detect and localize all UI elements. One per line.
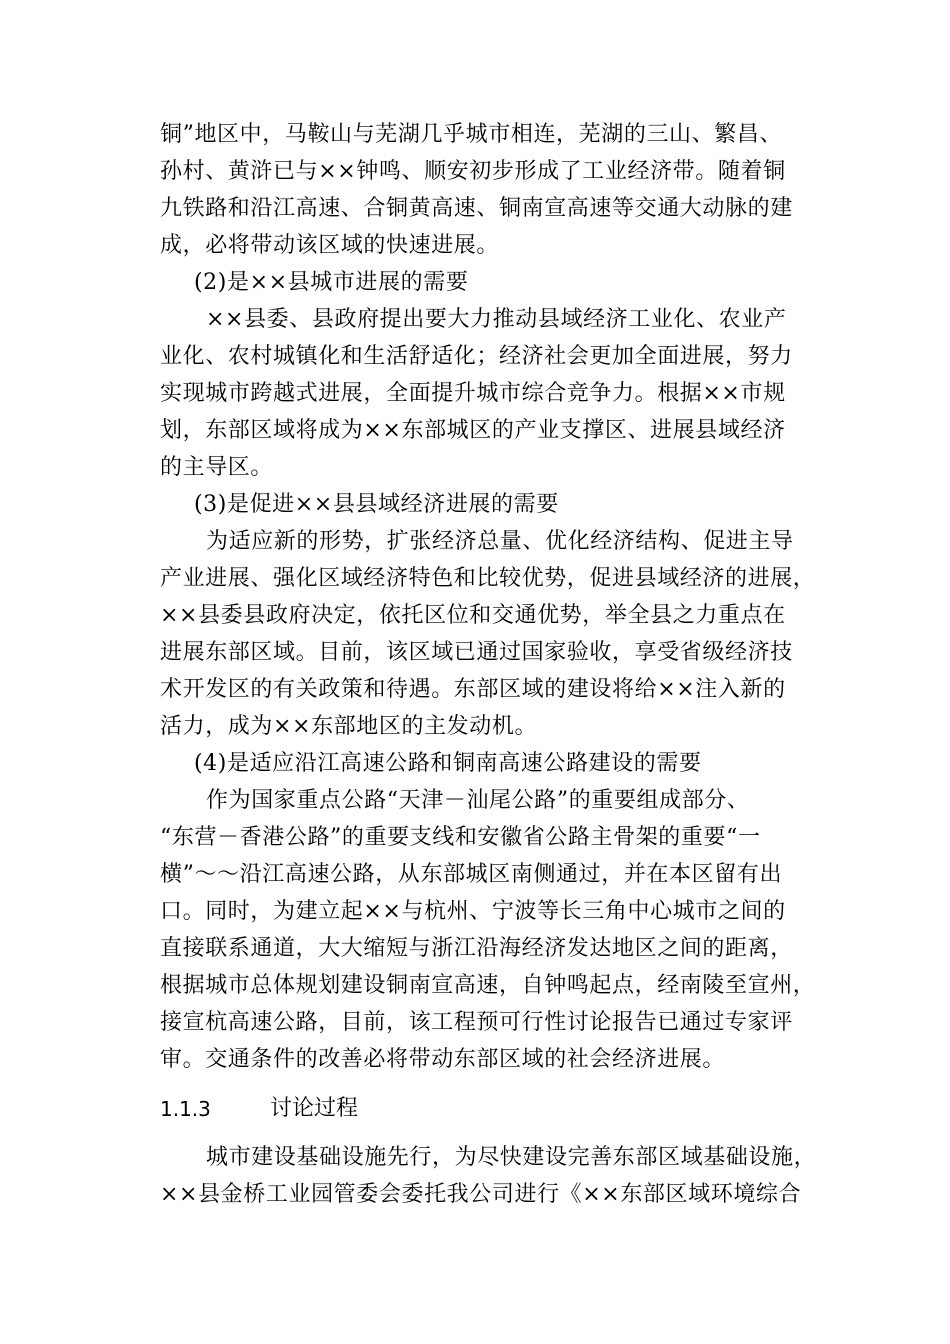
paragraph-line: 口。同时，为建立起××与杭州、宁波等长三角中心城市之间的 [160,899,786,924]
paragraph-line: 成，必将带动该区域的快速进展。 [160,233,500,258]
subheading-line: (4)是适应沿江高速公路和铜南高速公路建设的需要 [194,751,702,776]
paragraph-line: 进展东部区域。目前，该区域已通过国家验收，享受省级经济技 [160,640,793,665]
paragraph-line: 根据城市总体规划建设铜南宣高速，自钟鸣起点，经南陵至宣州， [160,973,816,998]
paragraph-line: ××县委县政府决定，依托区位和交通优势，举全县之力重点在 [160,603,786,628]
paragraph-line: 接宣杭高速公路，目前，该工程预可行性讨论报告已通过专家评 [160,1010,793,1035]
paragraph-line: 的主导区。 [160,455,274,480]
section-number: 1.1.3 [160,1097,211,1121]
paragraph-line: 产业进展、强化区域经济特色和比较优势，促进县域经济的进展， [160,566,816,591]
paragraph-line: ××县委、县政府提出要大力推动县域经济工业化、农业产 [206,307,787,332]
paragraph-line: 审。交通条件的改善必将带动东部区域的社会经济进展。 [160,1047,726,1072]
subheading-line: (2)是××县城市进展的需要 [194,270,469,295]
paragraph-line: “东营－香港公路”的重要支线和安徽省公路主骨架的重要“一 [160,825,761,850]
subheading-line: (3)是促进××县县域经济进展的需要 [194,492,559,517]
paragraph-line: 为适应新的形势，扩张经济总量、优化经济结构、促进主导 [206,529,794,554]
paragraph-line: 铜”地区中，马鞍山与芜湖几乎城市相连，芜湖的三山、繁昌、 [160,122,783,147]
paragraph-line: 孙村、黄浒已与××钟鸣、顺安初步形成了工业经济带。随着铜 [160,159,786,184]
paragraph-line: 直接联系通道，大大缩短与浙江沿海经济发达地区之间的距离， [160,936,793,961]
paragraph-line: 九铁路和沿江高速、合铜黄高速、铜南宣高速等交通大动脉的建 [160,196,793,221]
paragraph-line: 划，东部区域将成为××东部城区的产业支撑区、进展县域经济 [160,418,786,443]
paragraph-line: 作为国家重点公路“天津－汕尾公路”的重要组成部分、 [206,788,750,813]
paragraph-line: 实现城市跨越式进展，全面提升城市综合竞争力。根据××市规 [160,381,786,406]
paragraph-line: 城市建设基础设施先行，为尽快建设完善东部区域基础设施， [206,1145,817,1170]
section-title: 讨论过程 [270,1096,359,1121]
paragraph-line: 业化、农村城镇化和生活舒适化；经济社会更加全面进展，努力 [160,344,793,369]
paragraph-line: 横”～～沿江高速公路，从东部城区南侧通过，并在本区留有出 [160,862,783,887]
paragraph-line: ××县金桥工业园管委会委托我公司进行《××东部区域环境综合 [160,1182,802,1207]
paragraph-line: 活力，成为××东部地区的主发动机。 [160,714,538,739]
paragraph-line: 术开发区的有关政策和待遇。东部区域的建设将给××注入新的 [160,677,786,702]
